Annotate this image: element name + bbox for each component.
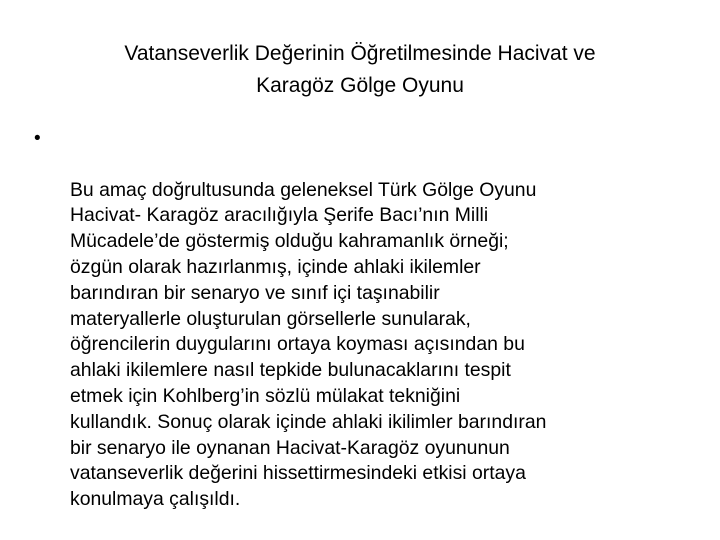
bullet-text: Bu amaç doğrultusunda geleneksel Türk Gölge Oyunu Hacivat- Karagöz aracılığıyla Şerife Bacı’nın Milli Mücadele’de göstermiş olduğu kahramanlık örneği; özgün olarak hazırlanmış, içinde ahlaki ikilemler barındıran bir senaryo ve sınıf içi taşınabilir materyallerle oluşturulan görsellerle sunularak, öğrencilerin duygularını ortaya koyması açısından bu ahlaki ikilemlere nasıl tepkide bulunacaklarını tespit etmek için Kohlberg’in sözlü mülakat tekniğini kullandık. Sonuç olarak içinde ahlaki ikilimler barındıran bir senaryo ile oynanan Hacivat-Karagöz oyununun vatanseverlik değerini hissettirmesindeki etkisi ortaya konulmaya çalışıldı.: [70, 178, 547, 511]
bullet-icon: •: [34, 128, 41, 149]
bullet-item: [34, 126, 694, 513]
slide-title: Vatanseverlik Değerinin Öğretilmesinde Hacivat ve Karagöz Gölge Oyunu: [124, 42, 596, 97]
bullet-list: [34, 126, 694, 513]
